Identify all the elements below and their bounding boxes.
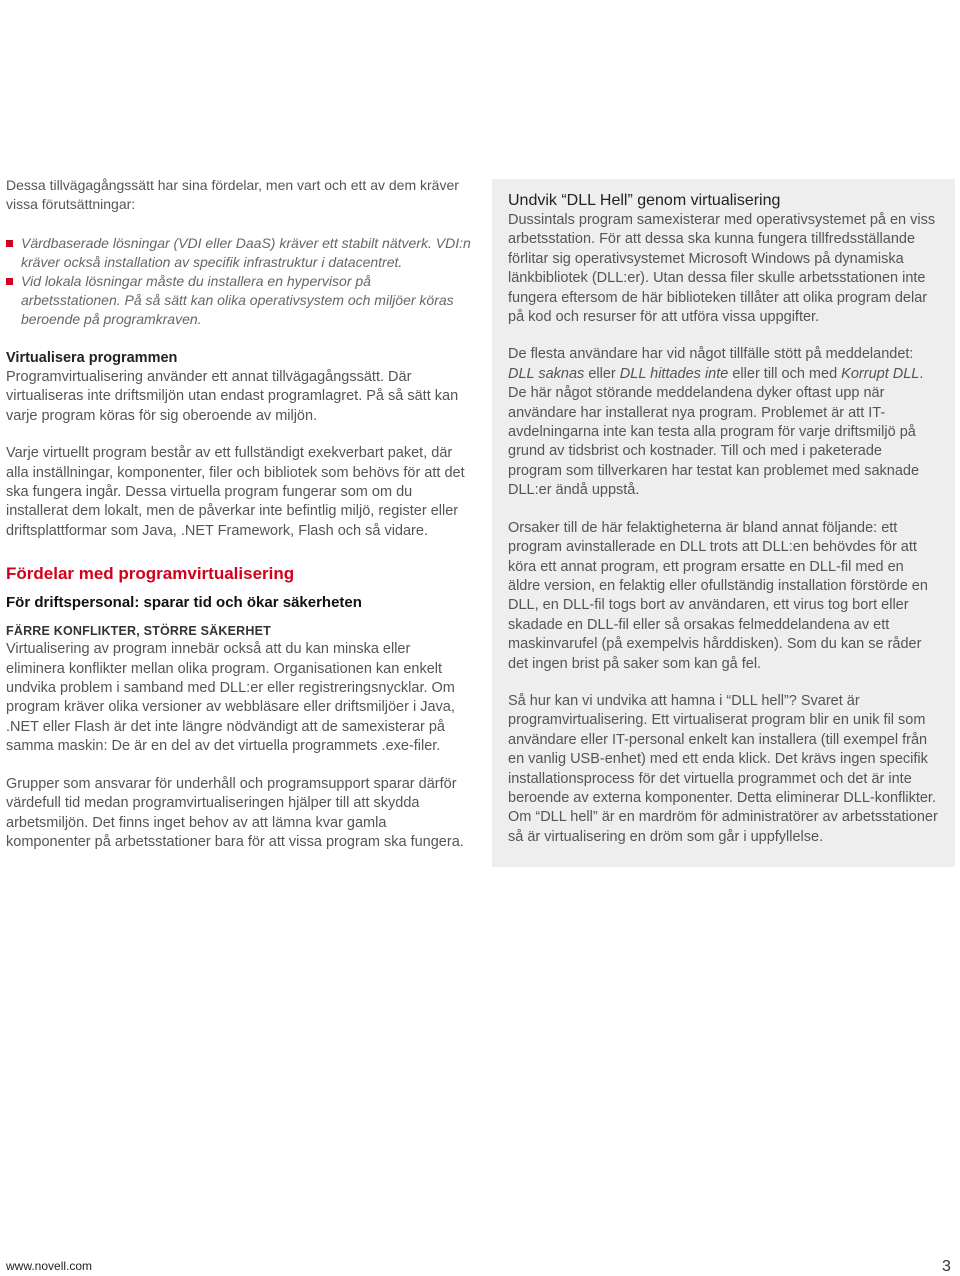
conflicts-heading: FÄRRE KONFLIKTER, STÖRRE SÄKERHET: [6, 624, 271, 639]
bullet-square-icon: [6, 240, 13, 247]
footer-url[interactable]: www.novell.com: [6, 1259, 93, 1273]
sidebar-heading: Undvik “DLL Hell” genom virtualisering: [508, 192, 781, 209]
virtualize-heading: Virtualisera programmen: [6, 350, 178, 366]
dll-hell-sidebar: [492, 179, 955, 867]
ops-heading: För driftspersonal: sparar tid och ökar säkerheten: [6, 594, 362, 612]
sidebar-paragraph-3: Orsaker till de här felaktigheterna är bland annat följande: ett program avinstallerade en DLL trots att DLL:en behövdes för att köra ett annat program, ett program ersatte en DLL-fil med en äldre version, en felaktig eller ofullständig installation förstörde en DLL, en DLL-fil togs bort av användaren, ett virus tog bort eller skadade en DLL-fil eller så orsakas felmeddelandena av ett maskinvarufel (på exempelvis hårddisken). Som du kan se råder det ingen brist på saker som kan gå fel.: [508, 519, 928, 672]
benefits-heading: Fördelar med programvirtualisering: [6, 564, 295, 584]
list-item: [6, 234, 472, 272]
conflicts-paragraph-2: Grupper som ansvarar för underhåll och programsupport sparar därför värdefull tid medan programvirtualiseringen hjälper till att skydda arbetsmiljön. Det finns inget behov av att lämna kvar gamla komponenter på arbetsstationer bara för att vissa program ska fungera.: [6, 775, 464, 850]
bullet-square-icon: [6, 278, 13, 285]
list-item-text: Vid lokala lösningar måste du installera en hypervisor på arbetsstationen. På så sätt kan olika operativsystem och miljöer köras beroende på programkraven.: [21, 273, 454, 327]
sidebar-paragraph-4: Så hur kan vi undvika att hamna i “DLL hell”? Svaret är programvirtualisering. Ett virtualiserat program blir en unik fil som användare eller IT-personal enkelt kan installera (till exempel från en vanlig USB-enhet) med ett enda klick. Det krävs ingen specifik installationsprocess för det virtuella programmet och det är inte beroende av externa komponenter. Detta eliminerar DLL-konflikter. Om “DLL hell” är en mardröm för administratörer av arbetsstationer så är virtualisering en dröm som går i uppfyllelse.: [508, 692, 938, 845]
sidebar-paragraph-1: Dussintals program samexisterar med operativsystemet på en viss arbetsstation. För att dessa ska kunna fungera tillfredsställande förlitar sig operativsystemet Microsoft Windows på dynamiska länkbibliotek (DLL:er). Utan dessa filer skulle arbetsstationen inte fungera eftersom de här biblioteken tillåter att olika program delar på kod och resurser för att utföra vissa uppgifter.: [508, 212, 936, 326]
list-item: [6, 272, 472, 329]
requirements-list: [6, 234, 472, 329]
intro-text: Dessa tillvägagångssätt har sina fördelar, men vart och ett av dem kräver vissa förutsättningar:: [6, 177, 459, 212]
page-number: 3: [942, 1258, 951, 1275]
conflicts-paragraph-1: Virtualisering av program innebär också att du kan minska eller eliminera konflikter mellan olika program. Organisationen kan enkelt undvika problem i samband med DLL:er eller registreringsnycklar. Om program kräver olika versioner av webbläsare eller driftsmiljöer i Java, .NET eller Flash är det inte längre nödvändigt att de samexisterar på samma maskin: De är en del av det virtuella programmets .exe-filer.: [6, 641, 455, 755]
virtualize-paragraph-2: Varje virtuellt program består av ett fullständigt exekverbart paket, där alla inställningar, komponenter, filer och bibliotek som behövs för att det ska fungera ingår. Dessa virtuella program fungerar som om du installerat dem lokalt, men de påverkar inte befintlig miljö, register eller driftsplattformar som Java, .NET Framework, Flash och så vidare.: [6, 445, 465, 539]
list-item-text: Värdbaserade lösningar (VDI eller DaaS) kräver ett stabilt nätverk. VDI:n kräver också installation av specifik infrastruktur i datacentret.: [21, 235, 471, 270]
main-column: [6, 176, 472, 852]
sidebar-paragraph-2: De flesta användare har vid något tillfälle stött på meddelandet: DLL saknas eller DLL hittades inte eller till och med Korrupt DLL. De här något störande meddelandena dyker oftast upp när användare har installerat nya program. Problemet är att IT-avdelningarna inte kan testa alla program för varje driftsmiljö på grund av tidsbrist och kostnader. Till och med i paketerade program som tillverkaren har testat kan problemet med saknade DLL:er ändå uppstå.: [508, 346, 924, 499]
virtualize-paragraph-1: Programvirtualisering använder ett annat tillvägagångssätt. Där virtualiseras inte driftsmiljön utan endast programlagret. På så sätt kan varje program köras för sig oberoende av miljön.: [6, 369, 459, 424]
